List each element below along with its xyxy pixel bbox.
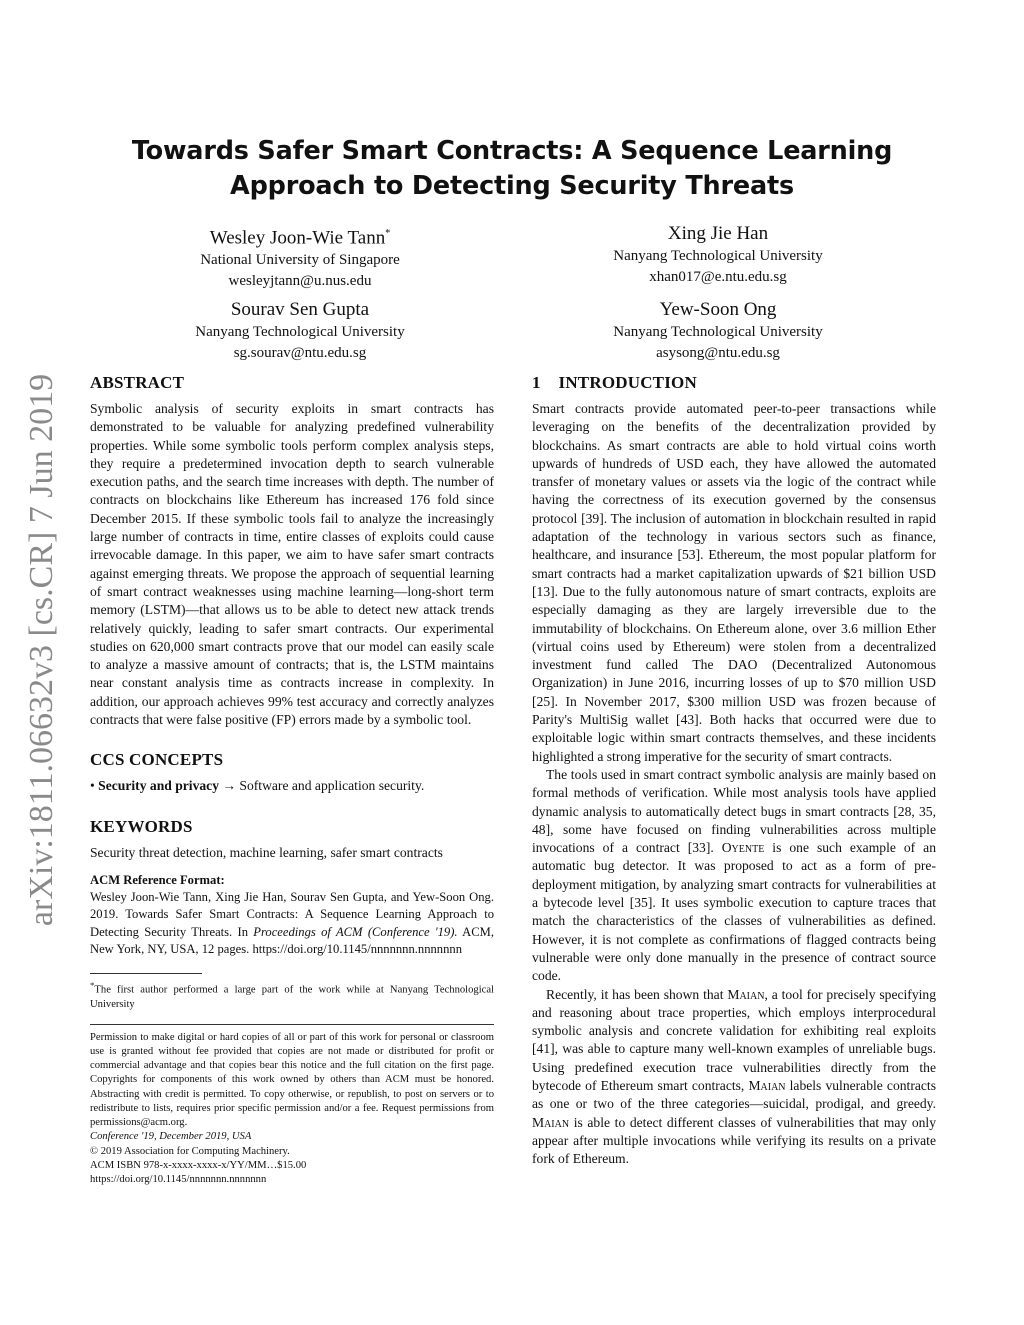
isbn-line: ACM ISBN 978-x-xxxx-xxxx-x/YY/MM…$15.00 — [90, 1159, 307, 1171]
author-block-1 — [100, 222, 500, 292]
author-email: asysong@ntu.edu.sg — [656, 345, 780, 361]
left-column — [90, 372, 494, 1187]
reference-text: Wesley Joon-Wie Tann, Xing Jie Han, Sourav Sen Gupta, and Yew-Soon Ong. 2019. Towards Safer Smart Contracts: A Sequence Learning Approach to Detecting Security Threats. In Proceedings of ACM (Conference '19). ACM, New York, NY, USA, 12 pages. https://doi.org/10.1145/nnnnnnn.nnnnnnn — [90, 889, 494, 957]
author-email: sg.sourav@ntu.edu.sg — [233, 345, 367, 361]
keywords-heading: KEYWORDS — [90, 816, 193, 836]
introduction-heading: 1 INTRODUCTION — [532, 373, 697, 392]
intro-paragraph-2: The tools used in smart contract symbolic analysis are mainly based on formal methods of verification. While most analysis tools have applied dynamic analysis to automatically detect bugs in smart contracts [28, 35, 48], some have focused on finding vulnerabilities across multiple invocations of a contract [33]. Oyente is one such example of an automatic bug detector. It was proposed to act as a form of pre-deployment mitigation, by analyzing smart contracts for vulnerabilities at a bytecode level [35]. It uses symbolic execution to capture traces that match the characteristics of the classes of vulnerabilities as defined. However, it is not complete as confirmations of flagged contracts being vulnerable were only done manually in the presence of contract source code. — [532, 766, 936, 984]
arxiv-id-text: arXiv:1811.06632v3 [cs.CR] 7 Jun 2019 — [23, 373, 60, 927]
author-name: Wesley Joon-Wie Tann* — [209, 227, 391, 249]
ccs-heading: CCS CONCEPTS — [90, 750, 224, 770]
permission-notice: Permission to make digital or hard copies of all or part of this work for personal or classroom use is granted without fee provided that copies are not made or distributed for profit or commercial advantage and that copies bear this notice and the full citation on the first page. Copyrights for components of this work owned by others than ACM must be honored. Abstracting with credit is permitted. To copy otherwise, or republish, to post on servers or to redistribute to lists, requires prior specific permission and/or a fee. Request permissions from permissions@acm.org. — [90, 1031, 494, 1129]
arxiv-side-stamp — [20, 370, 64, 930]
abstract-heading: ABSTRACT — [90, 373, 185, 392]
author-affiliation: Nanyang Technological University — [613, 324, 823, 340]
author-name: Sourav Sen Gupta — [230, 299, 370, 320]
author-block-4 — [518, 298, 918, 364]
right-column — [532, 372, 936, 1168]
footnote: *The first author performed a large part of the work while at Nanyang Technological University — [90, 979, 494, 1010]
conference-line: Conference '19, December 2019, USA — [90, 1131, 252, 1143]
abstract-text: Symbolic analysis of security exploits in smart contracts has demonstrated to be valuable for analyzing predefined vulnerability properties. While some symbolic tools perform complex analysis steps, they require a predetermined invocation depth to search vulnerable execution paths, and the search time increases with depth. The number of contracts on blockchains like Ethereum has increased 176 fold since December 2015. If these symbolic tools fail to analyze the increasingly large number of contracts in time, entire classes of exploits could cause irrevocable damage. In this paper, we aim to have safer smart contracts against emerging threats. We propose the approach of sequential learning of smart contract weaknesses using machine learning—long-short term memory (LSTM)—that allows us to be able to detect new attack trends relatively quickly, leading to safer smart contracts. Our experimental studies on 620,000 smart contracts prove that our model can easily scale to analyze a massive amount of contracts; that is, the LSTM maintains near constant analysis time as contracts increase in complexity. In addition, our approach achieves 99% test accuracy and correctly analyzes contracts that were false positive (FP) errors made by a symbolic tool. — [90, 401, 494, 728]
copyright-line: © 2019 Association for Computing Machinery. — [90, 1145, 290, 1157]
author-name: Xing Jie Han — [667, 223, 769, 244]
author-affiliation: National University of Singapore — [200, 252, 400, 269]
doi-line: https://doi.org/10.1145/nnnnnnn.nnnnnnn — [90, 1173, 267, 1185]
permission-rule — [90, 1024, 494, 1025]
reference-heading: ACM Reference Format: — [90, 872, 225, 887]
footnote-rule — [90, 973, 202, 974]
paper-title: Towards Safer Smart Contracts: A Sequence Learning Approach to Detecting Security Threats — [131, 136, 893, 201]
author-email: xhan017@e.ntu.edu.sg — [649, 269, 787, 285]
author-block-2 — [518, 222, 918, 288]
author-email: wesleyjtann@u.nus.edu — [228, 273, 372, 290]
author-name: Yew-Soon Ong — [659, 299, 777, 320]
author-affiliation: Nanyang Technological University — [195, 324, 405, 340]
intro-paragraph-3: Recently, it has been shown that Maian, a tool for precisely specifying and reasoning about trace properties, which employs interprocedural symbolic analysis and concrete validation for exhibiting real exploits [41], was able to capture many well-known examples of unreliable bugs. Using predefined execution trace vulnerabilities directly from the bytecode of Ethereum smart contracts, Maian labels vulnerable contracts as one or two of the three categories—suicidal, prodigal, and greedy. Maian is able to detect different classes of vulnerabilities that may only appear after multiple invocations while verifying its results on a private fork of Ethereum. — [532, 986, 936, 1167]
author-affiliation: Nanyang Technological University — [613, 248, 823, 264]
ccs-concepts: • Security and privacy → Software and application security. — [90, 778, 425, 794]
keywords-text: Security threat detection, machine learning, safer smart contracts — [90, 844, 443, 860]
intro-paragraph-1: Smart contracts provide automated peer-to-peer transactions while leveraging on the benefits of the decentralization provided by blockchains. As smart contracts are able to hold virtual coins worth upwards of hundreds of USD each, they have allowed the automated transfer of monetary values or assets via the logic of the contract while having the correctness of its execution governed by the consensus protocol [39]. The inclusion of automation in blockchain resulted in rapid adaptation of the technology in various sectors such as finance, healthcare, and insurance [53]. Ethereum, the most popular platform for smart contracts had a market capitalization upwards of $21 billion USD [13]. Due to the fully autonomous nature of smart contracts, exploits are especially damaging as they are largely irreversible due to the immutability of blockchains. On Ethereum alone, over 3.6 million Ether (virtual coins used by Ethereum) were stolen from a decentralized investment fund called The DAO (Decentralized Autonomous Organization) in June 2016, incurring losses of up to $70 million USD [25]. In November 2017, $300 million USD was frozen because of Parity's MultiSig wallet [43]. Both hacks that occurred were due to exploitable logic within smart contracts themselves, and these incidents highlighted a strong imperative for the security of smart contracts. — [532, 401, 936, 764]
author-block-3 — [100, 298, 500, 364]
